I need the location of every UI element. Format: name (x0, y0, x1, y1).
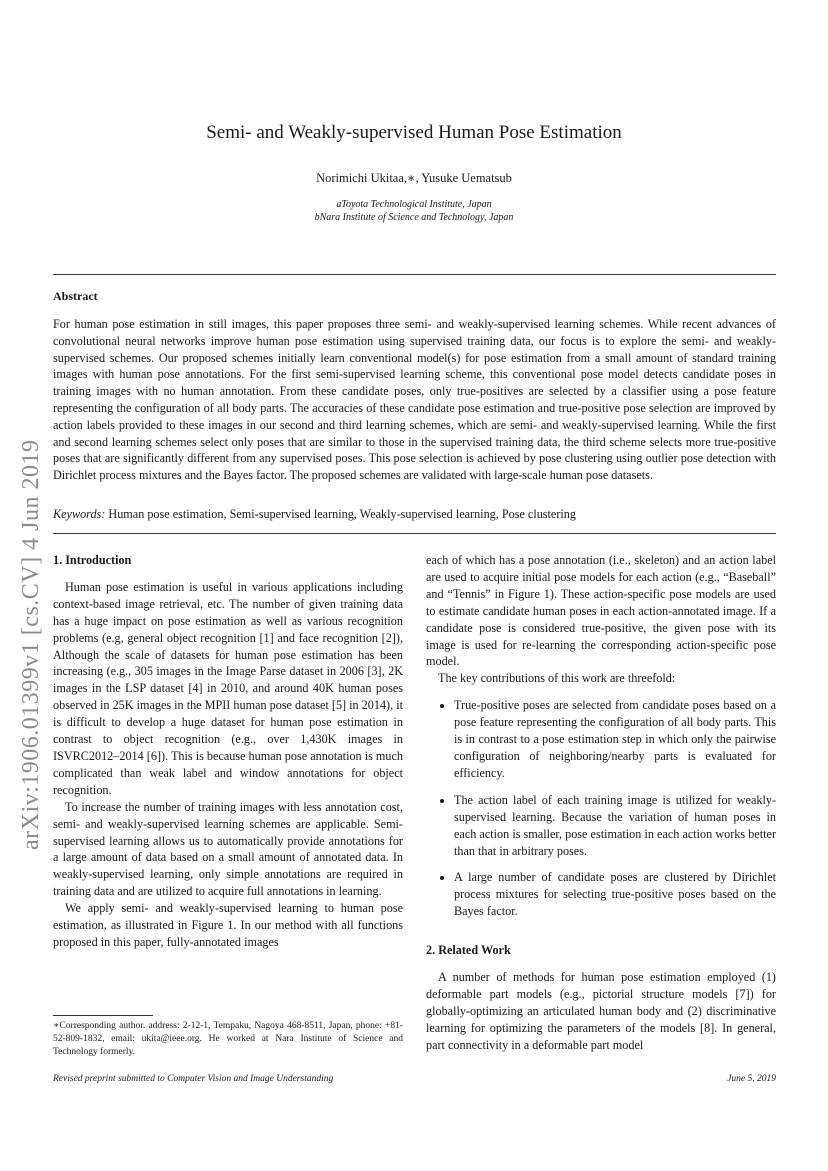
footnote-rule (53, 1015, 153, 1016)
footer-date: June 5, 2019 (727, 1074, 776, 1084)
intro-paragraph-2: To increase the number of training images with less annotation cost, semi- and weakly-supervised learning schemes are applicable. Semi-supervised learning allows us to automatically provide annotations for a large amount of data based on a small amount of annotated data. In weakly-supervised learning, only simple annotations are required in training data and are utilized to acquire full annotations in learning. (53, 799, 403, 899)
abstract-heading: Abstract (53, 289, 98, 303)
abstract-bottom-rule (53, 533, 776, 534)
keywords (53, 507, 776, 522)
section-heading-introduction: 1. Introduction (53, 553, 132, 567)
list-item: • The action label of each training image is utilized for weakly-supervised learning. Because the variation of human poses in each action is smaller, pose estimation in each action works better than that in arbitrary poses. (454, 792, 776, 860)
list-item: • True-positive poses are selected from candidate poses based on a pose feature representing the configuration of all body parts. This is in contrast to a pose estimation step in which only the pairwise configuration of neighboring/nearby parts is evaluated for efficiency. (454, 697, 776, 782)
footer-venue: Revised preprint submitted to Computer Vision and Image Understanding (53, 1074, 334, 1084)
contributions-list (426, 697, 776, 920)
intro-paragraph-1: Human pose estimation is useful in various applications including context-based image retrieval, etc. The number of given training data has a huge impact on pose estimation as well as various recognition problems (e.g, general object recognition [1] and face recognition [2]), Although the scale of datasets for human pose estimation has been increasing (e.g., 305 images in the Image Parse dataset in 2006 [3], 2K images in the LSP dataset [4] in 2010, and around 40K human poses observed in 25K images in the MPII human pose dataset [5] in 2014), it is difficult to develop a huge dataset for human pose estimation in contrast to object recognition (e.g., over 1,430K images in ISVRC2012–2014 [6]). This is because human pose annotation is much complicated than weak label and window annotations for object recognition. (53, 579, 403, 797)
keywords-label: Keywords: (53, 507, 106, 521)
arxiv-identifier: arXiv:1906.01399v1 [cs.CV] 4 Jun 2019 (18, 439, 44, 850)
related-paragraph-1: A number of methods for human pose estimation employed (1) deformable part models (e.g., pictorial structure models [7]) for globally-optimizing an articulated human body and (2) discriminative learning for optimizing the parameters of the models [8]. In general, part connectivity in a deformable part model (426, 970, 776, 1052)
abstract-top-rule (53, 274, 776, 275)
affiliation-a: aToyota Technological Institute, Japan (336, 199, 492, 210)
section-heading-related-work: 2. Related Work (426, 943, 511, 958)
footnote: ∗Corresponding author. address: 2-12-1, Tempaku, Nagoya 468-8511, Japan, phone: +81-52-809-1832, email: ukita@ieee.org. He worked at Nara Institute of Science and Technology formerly. (53, 1021, 403, 1057)
list-item: • A large number of candidate poses are clustered by Dirichlet process mixtures for selecting true-positive poses based on the Bayes factor. (454, 869, 776, 920)
intro-paragraph-3-continued: each of which has a pose annotation (i.e., skeleton) and an action label are used to acquire initial pose models for each action (e.g., “Baseball” and “Tennis” in Figure 1). These action-specific pose models are used to estimate candidate human poses in each action-annotated image. If a candidate pose is considered true-positive, the given pose with its image is used for re-learning the corresponding action-specific pose model. (426, 553, 776, 669)
affiliation-b: bNara Institute of Science and Technology, Japan (314, 212, 514, 223)
left-column (53, 552, 403, 951)
intro-paragraph-4: The key contributions of this work are threefold: (438, 671, 676, 686)
abstract-text: For human pose estimation in still images, this paper proposes three semi- and weakly-supervised learning schemes. While recent advances of convolutional neural networks improve human pose estimation using supervised training data, our focus is to explore the semi- and weakly-supervised schemes. Our proposed schemes initially learn conventional model(s) for pose estimation from a small amount of standard training images with human pose annotations. For the first semi-supervised learning scheme, this conventional pose model detects candidate poses in training images with no human annotation. From these candidate poses, only true-positives are selected by a classifier using a pose feature representing the configuration of all body parts. The accuracies of these candidate pose estimation and true-positive pose selection are improved by action labels provided to these images in our second and third learning schemes, which are semi- and weakly-supervised learning. While the first and second learning schemes select only poses that are similar to those in the supervised training data, the third scheme selects more true-positive poses that are significantly different from any supervised poses. This pose selection is achieved by pose clustering using outlier pose detection with Dirichlet process mixtures and the Bayes factor. The proposed schemes are validated with large-scale human pose datasets. (53, 317, 776, 483)
paper-authors: Norimichi Ukitaa,∗, Yusuke Uematsub (316, 171, 512, 185)
keywords-text: Human pose estimation, Semi-supervised learning, Weakly-supervised learning, Pose clustering (108, 507, 576, 521)
intro-paragraph-3: We apply semi- and weakly-supervised learning to human pose estimation, as illustrated in Figure 1. In our method with all functions proposed in this paper, fully-annotated images (53, 901, 403, 949)
paper-title: Semi- and Weakly-supervised Human Pose Estimation (206, 122, 622, 143)
right-column (426, 552, 776, 1054)
